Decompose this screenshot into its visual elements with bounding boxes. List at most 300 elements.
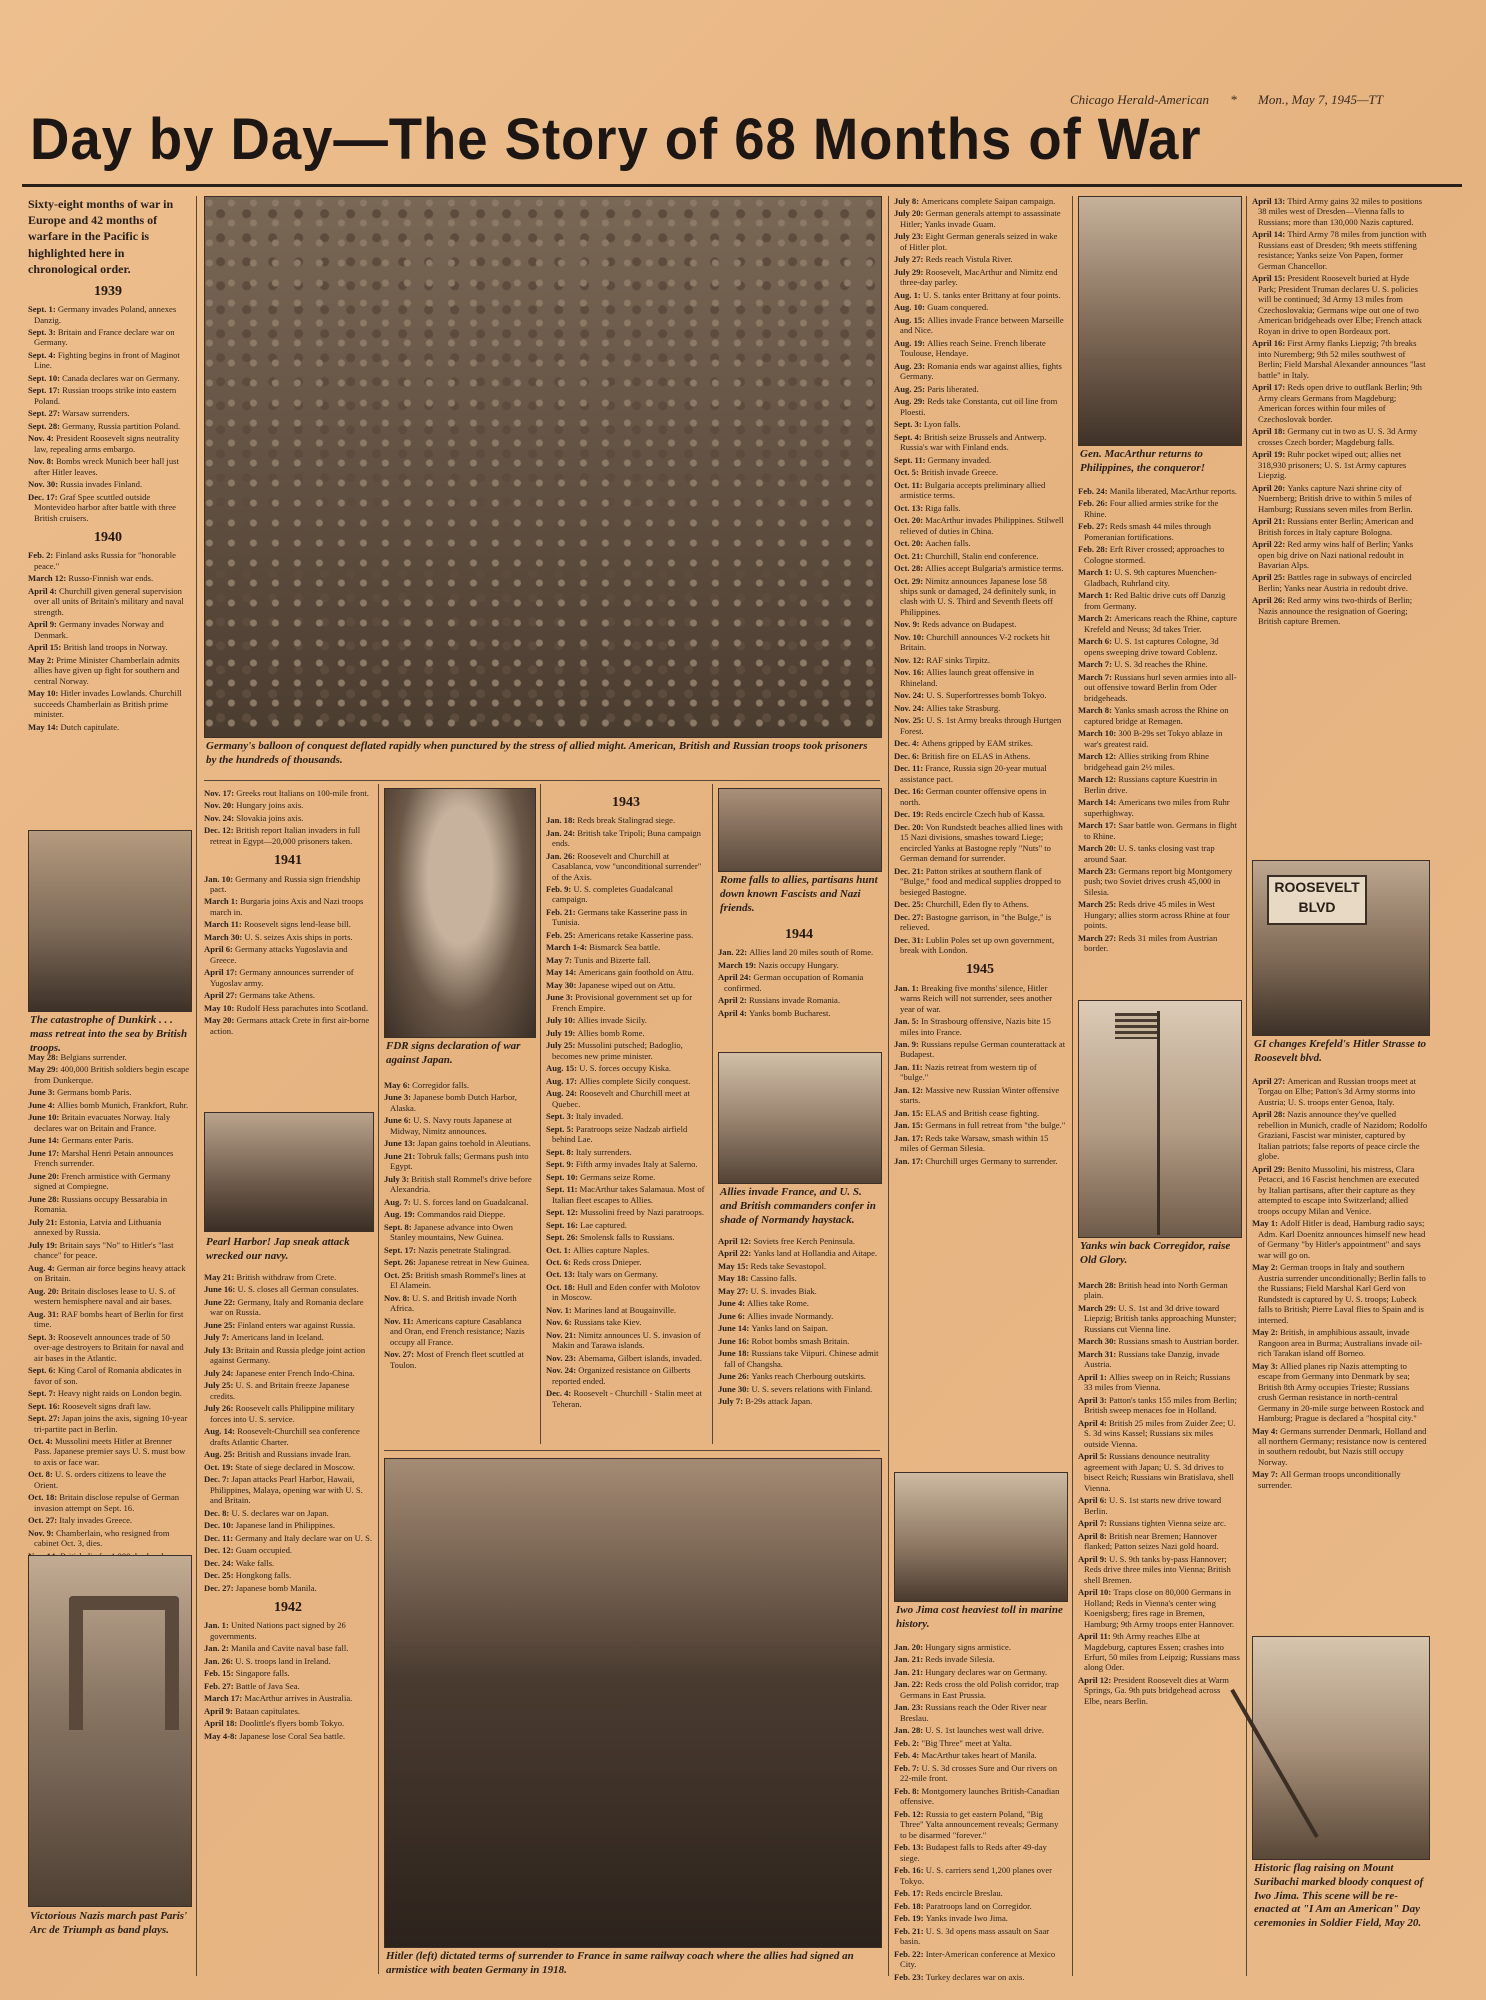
chronology-entry: [546, 1015, 706, 1025]
entry-text: Britain discloses lease to U. S. of western hemisphere naval and air bases.: [34, 1285, 176, 1307]
entry-text: Von Rundstedt beaches allied lines with 15 Nazi divisions, smashes toward Liege; encircled Yanks at Bastogne reply "Nuts" to German demand for surrender.: [900, 821, 1063, 864]
entry-text: Italy invaded.: [575, 1111, 624, 1122]
entry-date: Sept. 28:: [28, 420, 63, 431]
entry-date: April 2:: [718, 995, 750, 1006]
entry-date: Dec. 12:: [204, 1545, 236, 1556]
entry-date: Jan. 10:: [204, 873, 236, 884]
entry-date: Oct. 1:: [546, 1244, 573, 1255]
entry-text: Japanese enter French Indo-China.: [235, 1367, 355, 1378]
entry-date: May 30:: [546, 979, 579, 990]
entry-date: Nov. 1:: [546, 1304, 574, 1315]
entry-date: Aug. 20:: [28, 1285, 62, 1296]
entries-1945-continued: [894, 1642, 1066, 1982]
entry-date: May 4:: [1252, 1425, 1281, 1436]
chronology-entry: [546, 1172, 706, 1182]
entry-text: Manila and Cavite naval base fall.: [230, 1643, 349, 1654]
prisoners-main-photo: [204, 196, 882, 738]
chronology-entry: [204, 1583, 372, 1593]
entry-date: Nov. 27:: [384, 1349, 417, 1360]
chronology-entry: [546, 1063, 706, 1073]
entry-text: U. S. 9th captures Muenchen-Gladbach, Ruhrland city.: [1084, 567, 1217, 588]
entry-text: Red Baltic drive cuts off Danzig from Germany.: [1084, 590, 1226, 611]
entry-date: July 10:: [546, 1015, 578, 1026]
entry-date: Feb. 17:: [894, 1888, 926, 1899]
entry-text: Germans enter Paris.: [61, 1135, 134, 1146]
entry-date: Jan. 11:: [894, 1061, 925, 1072]
chronology-entry: [894, 1062, 1066, 1083]
entry-date: Oct. 29:: [894, 575, 926, 586]
entry-date: Dec. 6:: [894, 750, 922, 761]
chronology-entry: [894, 1108, 1066, 1118]
chronology-entry: [894, 538, 1066, 548]
entry-text: Yanks reach Cherbourg outskirts.: [751, 1371, 866, 1382]
chronology-entry: [1078, 636, 1240, 657]
chronology-entry: [204, 1545, 372, 1555]
entry-date: May 10:: [28, 688, 61, 699]
entry-text: ELAS and British cease fighting.: [925, 1107, 1040, 1118]
entry-text: U. S. 3d crosses Sure and Our rivers on 22-mile front.: [900, 1762, 1058, 1784]
entry-text: Roosevelt signs draft law.: [62, 1400, 151, 1411]
chronology-entry: [204, 1533, 372, 1543]
entry-date: March 11:: [204, 919, 244, 930]
entry-text: Germans take Kasserine pass in Tunisia.: [552, 906, 688, 928]
entry-date: June 25:: [204, 1319, 238, 1330]
chronology-entry: [28, 492, 188, 523]
entry-text: Rudolf Hess parachutes into Scotland.: [236, 1002, 368, 1013]
entry-text: Erft River crossed; approaches to Cologne stormed.: [1084, 544, 1225, 565]
chronology-entry: [1078, 1303, 1240, 1334]
entry-text: Russo-Finnish war ends.: [68, 573, 154, 584]
chronology-entry: [718, 1008, 880, 1018]
chronology-entry: [1078, 1349, 1240, 1370]
entry-text: Americans land in Iceland.: [231, 1332, 324, 1343]
entry-date: April 9:: [204, 1705, 236, 1716]
entry-date: April 19:: [1252, 449, 1288, 460]
corregidor-caption: Yanks win back Corregidor, raise Old Glory.: [1080, 1240, 1231, 1266]
entries-1940: [28, 550, 188, 732]
chronology-entry: [28, 1332, 190, 1363]
chronology-entry: [718, 972, 880, 993]
entry-text: German air force begins heavy attack on Britain.: [34, 1262, 186, 1284]
chronology-entry: [546, 1282, 706, 1303]
entry-text: 300 B-29s set Tokyo ablaze in war's greatest raid.: [1084, 728, 1223, 749]
entry-text: Russians tighten Vienna seize arc.: [1109, 1518, 1227, 1529]
entry-text: Italy invades Greece.: [59, 1515, 133, 1526]
entry-date: March 6:: [1078, 636, 1115, 647]
chronology-entry: [546, 980, 706, 990]
entry-text: Singapore falls.: [235, 1668, 290, 1679]
entry-date: Jan. 22:: [718, 947, 750, 958]
chronology-entry: [28, 1469, 190, 1490]
chronology-entry: [1252, 1426, 1428, 1468]
column-7-top: [1078, 486, 1240, 986]
normandy-caption: Allies invade France, and U. S. and British commanders confer in shade of Normandy haystack.: [720, 1186, 876, 1226]
year-heading: 1943: [612, 795, 640, 810]
chronology-entry: [894, 667, 1066, 688]
entry-text: Belgians surrender.: [60, 1052, 127, 1062]
entry-date: Sept. 17:: [384, 1244, 419, 1255]
chronology-entry: [1252, 1164, 1428, 1216]
chronology-entry: [384, 1151, 534, 1172]
entry-text: Allies land 20 miles south of Rome.: [749, 947, 874, 958]
entry-text: Nazis penetrate Stalingrad.: [418, 1244, 511, 1255]
chronology-entry: [204, 1449, 372, 1459]
entry-date: July 7:: [718, 1396, 746, 1407]
chronology-entry: [894, 983, 1066, 1014]
chronology-entry: [204, 919, 372, 929]
entry-date: April 18:: [1252, 426, 1288, 437]
chronology-entry: [894, 480, 1066, 501]
entry-text: Roosevelt calls Philippine military forces into U. S. service.: [210, 1403, 355, 1424]
entry-date: March 8:: [1078, 705, 1115, 716]
entry-date: April 9:: [1078, 1553, 1110, 1564]
entry-text: Roosevelt signs lend-lease bill.: [243, 919, 351, 930]
entry-text: Russians repulse German counterattack at Budapest.: [900, 1038, 1066, 1060]
entries-1942-continued: [384, 1080, 534, 1370]
entries-1942: [204, 1620, 372, 1741]
chronology-entry: [28, 1171, 190, 1192]
chronology-entry: [894, 551, 1066, 561]
chronology-entry: [1078, 567, 1240, 588]
entry-text: British seize Brussels and Antwerp. Russia's war with Finland ends.: [900, 431, 1047, 453]
entry-date: Sept. 8:: [546, 1146, 576, 1157]
entry-date: July 19:: [28, 1239, 60, 1250]
entry-date: Feb. 19:: [894, 1913, 926, 1924]
entry-date: Feb. 15:: [204, 1668, 236, 1679]
entry-text: British land troops in Norway.: [63, 642, 168, 653]
entry-text: Turkey declares war on axis.: [925, 1971, 1025, 1982]
chronology-entry: [718, 1298, 880, 1308]
chronology-entry: [384, 1222, 534, 1243]
corregidor-flag-photo: [1078, 1000, 1242, 1238]
entry-date: March 1-4:: [546, 942, 590, 953]
entry-text: Russians take Viipuri. Chinese admit fall of Changsha.: [724, 1348, 879, 1369]
entry-date: Jan. 26:: [204, 1655, 236, 1666]
chronology-entry: [1252, 382, 1428, 424]
entry-text: Japan attacks Pearl Harbor, Hawaii, Philippines, Malaya, opening war with U. S. and Britain.: [210, 1474, 363, 1506]
entry-text: Most of French fleet scuttled at Toulon.: [390, 1349, 524, 1370]
entry-text: Commandos raid Dieppe.: [417, 1209, 506, 1220]
column-3: [384, 1080, 534, 1440]
entry-date: Sept. 12:: [546, 1207, 581, 1218]
chronology-entry: [546, 967, 706, 977]
chronology-entry: [894, 822, 1066, 864]
entry-text: British invade Greece.: [920, 467, 999, 478]
entry-text: Finland enters war against Russia.: [237, 1319, 356, 1330]
entry-date: June 3:: [546, 992, 576, 1003]
entry-date: March 25:: [1078, 899, 1119, 910]
entry-text: U. S. declares war on Japan.: [231, 1507, 329, 1518]
entry-date: May 27:: [718, 1285, 751, 1296]
chronology-entry: [894, 576, 1066, 618]
entry-date: June 3:: [28, 1087, 58, 1098]
entries-1941: [204, 874, 372, 1037]
chronology-entry: [384, 1092, 534, 1113]
entry-text: Budapest falls to Reds after 49-day siege.: [900, 1842, 1047, 1863]
chronology-entry: [894, 290, 1066, 300]
entry-text: American and Russian troops meet at Torgau on Elbe; Patton's 3d Army storms into Austria; U. S. troops enter Genoa, Italy.: [1258, 1076, 1416, 1107]
chronology-entry: [204, 1643, 372, 1653]
entry-date: Sept. 1:: [28, 304, 58, 315]
pearl-harbor-photo: [204, 1112, 374, 1232]
entry-date: March 7:: [1078, 659, 1115, 670]
entry-date: Dec. 27:: [204, 1582, 236, 1593]
chronology-entry: [894, 866, 1066, 897]
entry-text: Cassino falls.: [750, 1273, 797, 1284]
chronology-entry: [384, 1270, 534, 1291]
entry-text: RAF sinks Tirpitz.: [926, 654, 990, 665]
chronology-entry: [1078, 659, 1240, 669]
entry-date: Sept. 8:: [384, 1221, 414, 1232]
entry-text: Nazis retreat from western tip of "bulge.": [900, 1061, 1037, 1083]
entry-date: Sept. 4:: [894, 431, 924, 442]
chronology-entry: [718, 1248, 880, 1258]
chronology-entry: [1078, 1554, 1240, 1585]
entry-date: July 19:: [546, 1027, 578, 1038]
chronology-entry: [204, 1403, 372, 1424]
entry-date: April 21:: [1252, 516, 1288, 527]
entry-text: Allies invade Normandy.: [747, 1310, 834, 1321]
section-rule: [204, 780, 880, 781]
entry-date: April 6:: [1078, 1495, 1110, 1506]
entry-text: U. S. 1st captures Cologne, 3d opens sweeping drive toward Coblenz.: [1084, 636, 1219, 657]
entry-text: Estonia, Latvia and Lithuania annexed by Russia.: [34, 1216, 162, 1238]
entry-date: Dec. 31:: [894, 934, 926, 945]
entry-text: Britain evacuates Norway. Italy declares war on Britain and France.: [34, 1112, 171, 1133]
entry-date: Nov. 21:: [546, 1329, 579, 1340]
entry-text: Japanese retreat in New Guinea.: [418, 1257, 530, 1268]
entry-text: British, in amphibious assault, invade Rangoon area in Burma; Australians invade oil-rich Tarakan island off Borneo.: [1258, 1327, 1423, 1359]
entry-text: Traps close on 80,000 Germans in Holland; Reds in Vienna's center wing Koenigsberg; fires rage in Bremen, Hamburg; 9th Army troops enter Hannover.: [1084, 1587, 1235, 1629]
chronology-entry: [718, 1348, 880, 1369]
chronology-entry: [384, 1257, 534, 1267]
entry-text: Roosevelt - Churchill - Stalin meet at Teheran.: [552, 1388, 702, 1409]
arch-shape: [69, 1596, 179, 1730]
entry-text: Guam conquered.: [927, 302, 989, 313]
chronology-entry: [718, 960, 880, 970]
entry-text: Americans reach the Rhine, capture Krefeld and Neuss; 3d takes Trier.: [1084, 613, 1238, 634]
entry-text: Russians reach the Oder River near Breslau.: [900, 1702, 1047, 1723]
entry-text: Germany and Russia sign friendship pact.: [210, 873, 361, 894]
chronology-entry: [1252, 1327, 1428, 1358]
entry-text: Japanese bomb Manila.: [235, 1582, 317, 1593]
chronology-entry: [894, 231, 1066, 252]
chronology-entry: [204, 813, 372, 823]
entry-text: Russians take Kiev.: [573, 1317, 642, 1328]
chronology-entry: [204, 1474, 372, 1505]
entry-date: Feb. 22:: [894, 1948, 926, 1959]
entry-text: U. S. and British invade North Africa.: [390, 1292, 517, 1314]
chronology-entry: [718, 1273, 880, 1283]
entry-date: Aug. 15:: [894, 314, 928, 325]
chronology-entry: [204, 1284, 372, 1294]
entry-date: May 7:: [1252, 1469, 1281, 1480]
entry-text: B-29s attack Japan.: [745, 1396, 813, 1407]
chronology-entry: [1252, 449, 1428, 480]
entry-text: Japanese advance into Owen Stanley mountains, New Guinea.: [390, 1221, 513, 1243]
entry-date: Feb. 27:: [1078, 521, 1110, 532]
entry-text: Third Army 78 miles from junction with Russians east of Dresden; 9th meets stiffening resistance; Yanks seize Von Papen, former German Chancellor.: [1258, 229, 1427, 271]
entry-date: Dec. 7:: [204, 1474, 232, 1485]
chronology-entry: [546, 1159, 706, 1169]
entry-date: June 16:: [204, 1284, 238, 1295]
entry-text: Italy wars on Germany.: [577, 1269, 658, 1280]
entry-text: British take Tripoli; Buna campaign ends.: [552, 827, 701, 849]
entry-date: April 16:: [1252, 338, 1288, 349]
entry-date: April 7:: [1078, 1518, 1110, 1529]
entry-text: Reds encircle Czech hub of Kassa.: [925, 809, 1046, 820]
chronology-entry: [1078, 751, 1240, 772]
iwo-jima-flag-raising-photo: [1252, 1636, 1430, 1860]
chronology-entry: [1078, 728, 1240, 749]
entry-date: Aug. 10:: [894, 302, 928, 313]
normandy-photo: [718, 1052, 882, 1184]
chronology-entry: [204, 990, 372, 1000]
entry-date: Nov. 12:: [894, 654, 927, 665]
chronology-entry: [1252, 1469, 1428, 1490]
entry-text: Hitler invades Lowlands. Churchill succeeds Chamberlain as British prime minister.: [34, 688, 182, 720]
chronology-entry: [1252, 1262, 1428, 1325]
entries-1939: [28, 304, 188, 523]
entry-date: May 6:: [384, 1080, 413, 1090]
entry-text: Bismarck Sea battle.: [589, 942, 661, 953]
dunkirk-caption: The catastrophe of Dunkirk . . . mass retreat into the sea by British troops.: [30, 1014, 188, 1054]
entry-text: Reds encircle Breslau.: [925, 1888, 1003, 1899]
chronology-entry: [204, 800, 372, 810]
entry-date: April 18:: [204, 1718, 240, 1729]
entry-text: Allies invade Sicily.: [577, 1015, 647, 1026]
chronology-entry: [204, 1345, 372, 1366]
chronology-entry: [1252, 273, 1428, 336]
entry-date: April 9:: [28, 619, 60, 630]
entry-text: Yanks land on Saipan.: [751, 1323, 828, 1334]
chronology-entry: [28, 1052, 190, 1062]
entry-text: Americans capture Casablanca and Oran, end French resistance; Nazis occupy all France.: [390, 1315, 525, 1347]
chronology-entry: [894, 1738, 1066, 1748]
chronology-entry: [1078, 1451, 1240, 1493]
entry-text: Yanks capture Nazi shrine city of Nuernberg; British drive to within 5 miles of Hamburg; Russians seven miles from Berlin.: [1258, 482, 1413, 514]
chronology-entry: [718, 995, 880, 1005]
entry-date: Aug. 17:: [546, 1075, 580, 1086]
chronology-entry: [894, 1642, 1066, 1652]
arc-caption: Victorious Nazis march past Paris' Arc de Triumph as band plays.: [30, 1910, 188, 1936]
entry-date: July 26:: [204, 1403, 236, 1414]
chronology-entry: [1078, 1518, 1240, 1528]
intro-text: Sixty-eight months of war in Europe and 42 months of warfare in the Pacific is highlighted here in chronological order.: [28, 197, 174, 276]
entry-date: June 13:: [384, 1138, 418, 1149]
entry-text: Smolensk falls to Russians.: [580, 1232, 675, 1243]
entry-text: Battles rage in subways of encircled Berlin; Yanks near Austria in redoubt drive.: [1258, 572, 1412, 593]
entry-text: Russians enter Berlin; American and British forces in Italy capture Bologna.: [1258, 516, 1414, 537]
entry-text: Abemama, Gilbert islands, invaded.: [578, 1352, 702, 1363]
chronology-entry: [1252, 539, 1428, 570]
chronology-entry: [718, 1336, 880, 1346]
entry-text: Russians capture Kuestrin in Berlin drive.: [1084, 774, 1217, 795]
entry-text: Germany invades Poland, annexes Danzig.: [34, 304, 177, 325]
chronology-entry: [1252, 595, 1428, 626]
entry-date: June 6:: [718, 1310, 748, 1321]
entry-text: Nimitz announces Japanese lose 58 ships sunk or damaged, 24 definitely sunk, in clash with U. S. Third and Seventh fleets off Philippines.: [900, 575, 1056, 617]
entry-date: March 10:: [1078, 728, 1119, 739]
entry-text: Riga falls.: [925, 502, 961, 513]
entry-text: Fifth army invades Italy at Salerno.: [575, 1159, 698, 1170]
entry-text: RAF bombs heart of Berlin for first time.: [34, 1308, 184, 1330]
chronology-entry: [204, 825, 372, 846]
entry-text: Reds take Constanta, cut oil line from Ploesti.: [900, 396, 1058, 417]
chronology-entry: [28, 1240, 190, 1261]
entry-date: Jan. 17:: [894, 1132, 926, 1143]
entry-text: Ruhr pocket wiped out; allies net 318,930 prisoners; U. S. 1st Army captures Liepzig.: [1258, 449, 1407, 481]
entry-text: Marines land at Bougainville.: [573, 1304, 677, 1315]
chronology-entry: [894, 1888, 1066, 1898]
entry-date: Jan. 23:: [894, 1702, 926, 1713]
entry-text: Yanks smash across the Rhine on captured bridge at Remagen.: [1084, 705, 1229, 726]
entry-date: Jan. 21:: [894, 1654, 926, 1665]
chronology-entry: [204, 1668, 372, 1678]
krefeld-caption: GI changes Krefeld's Hitler Strasse to Roosevelt blvd.: [1254, 1038, 1427, 1064]
chronology-entry: [204, 1003, 372, 1013]
chronology-entry: [204, 896, 372, 917]
entry-text: All German troops unconditionally surrender.: [1258, 1469, 1401, 1490]
chronology-entry: [894, 315, 1066, 336]
entry-date: Jan. 20:: [894, 1642, 926, 1652]
pearl-caption: Pearl Harbor! Jap sneak attack wrecked our navy.: [206, 1236, 350, 1262]
chronology-entry: [894, 396, 1066, 417]
chronology-entry: [204, 944, 372, 965]
entry-text: Graf Spee scuttled outside Montevideo harbor after battle with three British cruisers.: [34, 491, 176, 523]
column-divider: [378, 784, 379, 1974]
entry-text: Hull and Eden confer with Molotov in Moscow.: [552, 1281, 701, 1303]
entry-date: Dec. 4:: [546, 1388, 574, 1399]
rome-caption: Rome falls to allies, partisans hunt down known Fascists and Nazi friends.: [720, 874, 878, 914]
column-6-top: [894, 196, 1066, 1468]
entry-text: Athens gripped by EAM strikes.: [921, 738, 1033, 749]
entry-date: Aug. 24:: [546, 1088, 580, 1099]
entry-date: May 14:: [546, 967, 579, 978]
entry-text: King Carol of Romania abdicates in favor of son.: [34, 1365, 182, 1386]
entry-text: Allies striking from Rhine bridgehead gain 2½ miles.: [1084, 751, 1209, 772]
chronology-entry: [894, 467, 1066, 477]
flagpole: [1157, 1011, 1160, 1235]
entry-date: June 14:: [718, 1323, 752, 1334]
entry-text: British head into North German plain.: [1084, 1280, 1228, 1301]
chronology-entry: [1078, 486, 1240, 496]
chronology-entry: [204, 1320, 372, 1330]
entry-text: Bataan capitulates.: [235, 1705, 300, 1716]
entry-date: June 14:: [28, 1135, 62, 1146]
entry-date: June 17:: [28, 1147, 62, 1158]
entry-text: Reds take Warsaw, smash within 15 miles of German Silesia.: [900, 1132, 1049, 1154]
chronology-entry: [546, 815, 706, 825]
chronology-entry: [1252, 1109, 1428, 1161]
entry-text: Reds take Sevastopol.: [750, 1260, 827, 1271]
chronology-entry: [204, 1368, 372, 1378]
entries-1945-may: [1252, 1076, 1428, 1490]
entry-text: Britain and Russia pledge joint action against Germany.: [210, 1344, 366, 1366]
chronology-entry: [28, 373, 188, 383]
column-4: [546, 788, 706, 1440]
entry-date: Dec. 4:: [894, 738, 922, 749]
column-5-bottom: [718, 1236, 880, 1444]
entry-date: April 29:: [1252, 1163, 1288, 1174]
chronology-entry: [204, 1520, 372, 1530]
entry-date: Nov. 30:: [28, 479, 61, 490]
entry-date: June 22:: [204, 1296, 238, 1307]
chronology-entry: [28, 1194, 190, 1215]
chronology-entry: [894, 1120, 1066, 1130]
entry-date: Feb. 21:: [546, 906, 578, 917]
entries-1945-march: [1078, 486, 1240, 954]
